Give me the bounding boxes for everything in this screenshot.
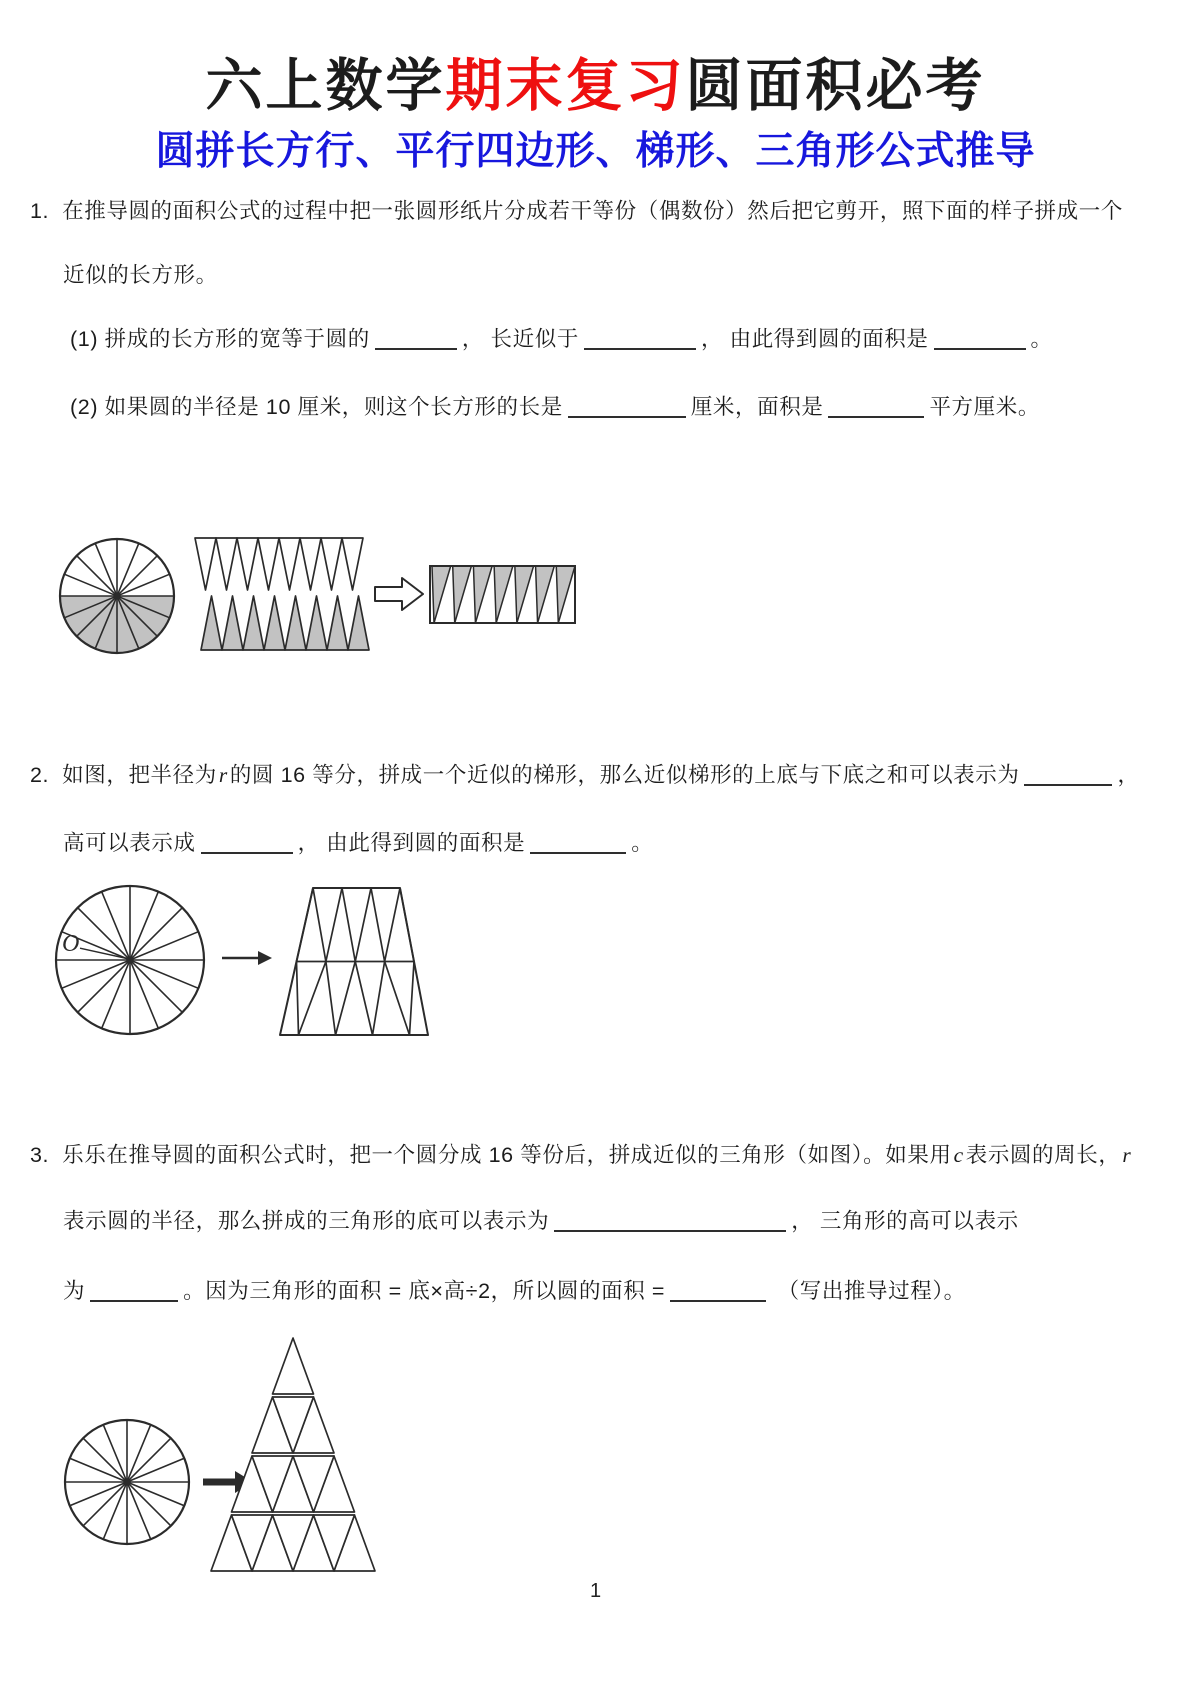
answer-blank: [584, 327, 696, 351]
question-1-number: 1.: [30, 199, 50, 223]
question-3-line-2: 表示圆的半径，那么拼成的三角形的底可以表示为 ， 三角形的高可以表示: [63, 1209, 1019, 1233]
answer-blank: [90, 1279, 178, 1303]
question-1-text: 在推导圆的面积公式的过程中把一张圆形纸片分成若干等份（偶数份）然后把它剪开，照下面的样子拼成一个: [62, 199, 1123, 223]
figure-circle-to-triangle: [55, 1332, 395, 1582]
answer-blank: [828, 395, 924, 419]
question-2-line-2: 高可以表示成 ， 由此得到圆的面积是 。: [63, 831, 654, 855]
approx-triangle: [211, 1338, 375, 1571]
question-1-sub-2: (2) 如果圆的半径是 10 厘米，则这个长方形的长是 厘米，面积是 平方厘米。: [70, 395, 1040, 419]
question-3-number: 3.: [30, 1143, 50, 1167]
answer-blank: [530, 831, 626, 855]
approx-rectangle: [430, 566, 575, 623]
question-2-number: 2.: [30, 763, 50, 787]
question-2-text: 如图，把半径为r的圆 16 等分，拼成一个近似的梯形，那么近似梯形的上底与下底之和可以表示为 ，: [62, 763, 1140, 787]
circle-fan: [65, 1420, 189, 1544]
page-number: 1: [589, 1580, 602, 1602]
question-2-line-1: [30, 760, 1140, 791]
answer-blank: [554, 1209, 786, 1233]
circle-fan: [56, 886, 204, 1034]
answer-blank: [934, 327, 1026, 351]
approx-trapezoid: [280, 888, 428, 1035]
question-3-line-3: 为 。因为三角形的面积 = 底×高÷2，所以圆的面积 = （写出推导过程）。: [63, 1279, 966, 1303]
figure-circle-to-rectangle: [55, 528, 600, 668]
sector-strip-row: [195, 538, 363, 590]
question-1-line-2: 近似的长方形。: [63, 263, 218, 287]
answer-blank: [568, 395, 686, 419]
page-subtitle: 圆拼长方行、平行四边形、梯形、三角形公式推导: [155, 130, 1036, 173]
question-3-line-1: [30, 1140, 1133, 1171]
figure-circle-to-trapezoid: [50, 878, 490, 1048]
sector-strip-row: [201, 596, 369, 650]
answer-blank: [201, 831, 293, 855]
right-block-arrow-icon: [375, 578, 423, 610]
page-title: 六上数学期末复习圆面积必考: [205, 54, 986, 118]
answer-blank: [670, 1279, 766, 1303]
right-arrow-icon: [222, 951, 272, 965]
center-label: O: [62, 931, 80, 958]
question-3-text: 乐乐在推导圆的面积公式时，把一个圆分成 16 等份后，拼成近似的三角形（如图）。如果用c表示圆的周长，r: [62, 1143, 1132, 1167]
circle-fan: [60, 539, 174, 653]
question-1-sub-1: (1) 拼成的长方形的宽等于圆的 ， 长近似于 ， 由此得到圆的面积是 。: [70, 327, 1053, 351]
answer-blank: [375, 327, 457, 351]
question-1-line-1: [30, 196, 1123, 227]
answer-blank: [1024, 763, 1112, 787]
